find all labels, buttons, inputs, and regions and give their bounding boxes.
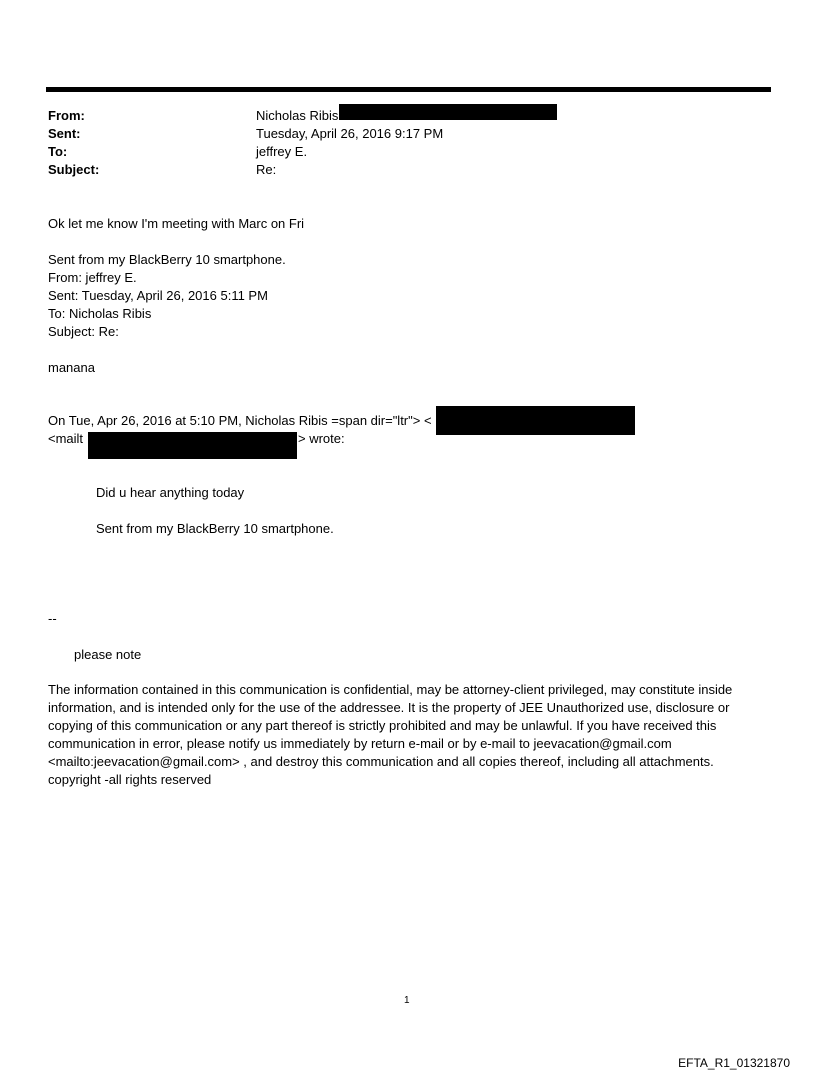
- from-value: Nicholas Ribis: [256, 108, 339, 123]
- inner-quote-line: Sent from my BlackBerry 10 smartphone.: [96, 521, 334, 536]
- header-sent-row: [48, 125, 444, 143]
- redaction-block: [436, 406, 635, 435]
- from-label: From:: [48, 108, 85, 123]
- header-to-row: [48, 143, 308, 161]
- quoted-header-line: Subject: Re:: [48, 324, 119, 339]
- subject-value: Re:: [256, 162, 277, 177]
- sent-value: Tuesday, April 26, 2016 9:17 PM: [256, 126, 444, 141]
- sent-label: Sent:: [48, 126, 81, 141]
- quoted-header-line: Sent from my BlackBerry 10 smartphone.: [48, 252, 286, 267]
- signature-dashes: --: [48, 611, 57, 626]
- bates-number: EFTA_R1_01321870: [678, 1056, 790, 1070]
- disclaimer-paragraph: The information contained in this communication is confidential, may be attorney-client privileged, may constitute inside information, and is intended only for the use of the addressee. It is the property of JEE Unauthorized use, disclosure or copying of this communication or any part thereof is strictly prohibited and may be unlawful. If you have received this communication in error, please notify us immediately by return e-mail or by e-mail to jeevacation@gmail.com <mailto:jeevacation@gmail.com> , and destroy this communication and all copies thereof, including all attachments. copyright -all rights reserved: [48, 682, 733, 787]
- page-number: 1: [404, 995, 410, 1006]
- reply-text: manana: [48, 360, 95, 375]
- header-from-row: [48, 107, 339, 125]
- header-rule: [46, 87, 771, 92]
- quoted-header-line: From: jeffrey E.: [48, 270, 137, 285]
- body-line: Ok let me know I'm meeting with Marc on Fri: [48, 216, 305, 231]
- header-subject-row: [48, 161, 277, 179]
- mailto-start: <mailt: [48, 431, 84, 446]
- subject-label: Subject:: [48, 162, 100, 177]
- inner-quote-line: Did u hear anything today: [96, 485, 245, 500]
- on-wrote-line: On Tue, Apr 26, 2016 at 5:10 PM, Nicholas Ribis =span dir="ltr"> <: [48, 413, 432, 428]
- to-label: To:: [48, 144, 68, 159]
- redaction-block: [339, 104, 557, 120]
- quoted-header-line: To: Nicholas Ribis: [48, 306, 152, 321]
- to-value: jeffrey E.: [256, 144, 308, 159]
- redaction-block: [88, 432, 297, 459]
- please-note: please note: [74, 647, 142, 662]
- quoted-header-line: Sent: Tuesday, April 26, 2016 5:11 PM: [48, 288, 268, 303]
- wrote-text: > wrote:: [298, 431, 345, 446]
